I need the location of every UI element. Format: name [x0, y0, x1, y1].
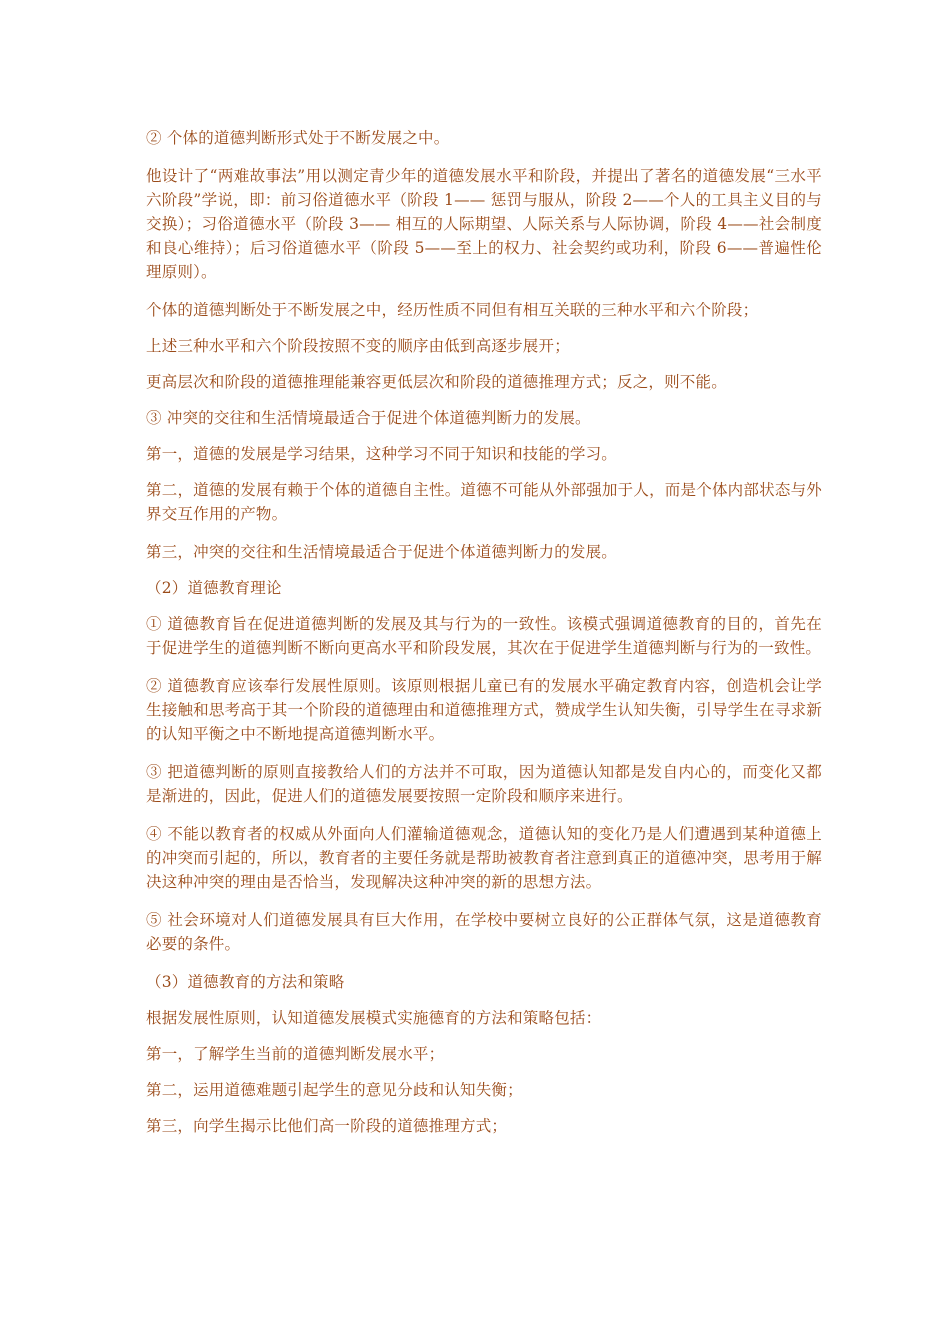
paragraph-3: 个体的道德判断处于不断发展之中，经历性质不同但有相互关联的三种水平和六个阶段；: [146, 301, 759, 319]
document-body: [146, 126, 822, 1150]
paragraph-6: ③ 冲突的交往和生活情境最适合于促进个体道德判断力的发展。: [146, 409, 591, 427]
paragraph-15: ⑤ 社会环境对人们道德发展具有巨大作用，在学校中要树立良好的公正群体气氛，这是道德教育必要的条件。: [146, 911, 822, 953]
paragraph-11: ① 道德教育旨在促进道德判断的发展及其与行为的一致性。该模式强调道德教育的目的，首先在于促进学生的道德判断不断向更高水平和阶段发展，其次在于促进学生道德判断与行为的一致性。: [146, 615, 822, 657]
paragraph-9: 第三，冲突的交往和生活情境最适合于促进个体道德判断力的发展。: [146, 543, 618, 561]
paragraph-12: ② 道德教育应该奉行发展性原则。该原则根据儿童已有的发展水平确定教育内容，创造机会让学生接触和思考高于其一个阶段的道德理由和道德推理方式，赞成学生认知失衡，引导学生在寻求新的认知平衡之中不断地提高道德判断水平。: [146, 677, 822, 743]
paragraph-7: 第一，道德的发展是学习结果，这种学习不同于知识和技能的学习。: [146, 445, 618, 463]
paragraph-18: 第一，了解学生当前的道德判断发展水平；: [146, 1045, 445, 1063]
paragraph-14: ④ 不能以教育者的权威从外面向人们灌输道德观念，道德认知的变化乃是人们遭遇到某种道德上的冲突而引起的，所以，教育者的主要任务就是帮助被教育者注意到真正的道德冲突，思考用于解决这种冲突的理由是否恰当，发现解决这种冲突的新的思想方法。: [146, 825, 822, 891]
paragraph-4: 上述三种水平和六个阶段按照不变的顺序由低到高逐步展开；: [146, 337, 570, 355]
paragraph-5: 更高层次和阶段的道德推理能兼容更低层次和阶段的道德推理方式；反之，则不能。: [146, 373, 727, 391]
paragraph-20: 第三，向学生揭示比他们高一阶段的道德推理方式；: [146, 1117, 508, 1135]
paragraph-1: ② 个体的道德判断形式处于不断发展之中。: [146, 129, 450, 147]
paragraph-2: 他设计了“两难故事法”用以测定青少年的道德发展水平和阶段，并提出了著名的道德发展“三水平六阶段”学说，即：前习俗道德水平（阶段 1—— 惩罚与服从，阶段 2——个人的工具主义目的与交换）；习俗道德水平（阶段 3—— 相互的人际期望、人际关系与人际协调，阶段 4——社会制度和良心维持）；后习俗道德水平（阶段 5——至上的权力、社会契约或功利，阶段 6——普遍性伦理原则）。: [146, 167, 822, 281]
section-heading-3: （3）道德教育的方法和策略: [146, 973, 345, 991]
paragraph-13: ③ 把道德判断的原则直接教给人们的方法并不可取，因为道德认知都是发自内心的，而变化又都是渐进的，因此，促进人们的道德发展要按照一定阶段和顺序来进行。: [146, 763, 822, 805]
paragraph-19: 第二，运用道德难题引起学生的意见分歧和认知失衡；: [146, 1081, 523, 1099]
section-heading-2: （2）道德教育理论: [146, 579, 282, 597]
paragraph-17: 根据发展性原则，认知道德发展模式实施德育的方法和策略包括：: [146, 1009, 602, 1027]
paragraph-8: 第二，道德的发展有赖于个体的道德自主性。道德不可能从外部强加于人，而是个体内部状态与外界交互作用的产物。: [146, 481, 822, 523]
